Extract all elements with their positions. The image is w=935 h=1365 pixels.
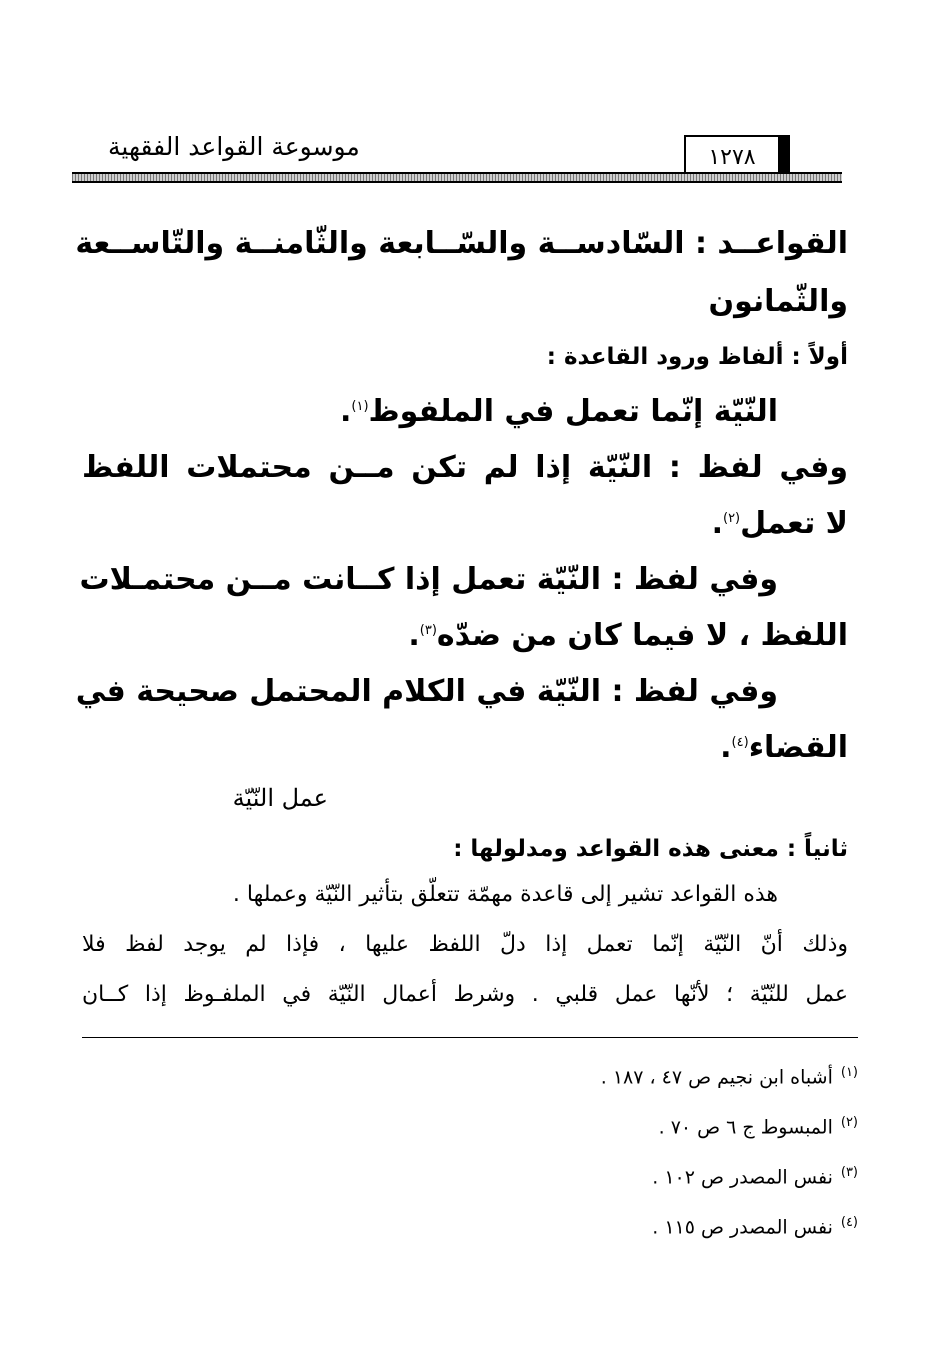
rule-4-text: القضاء bbox=[748, 730, 848, 765]
footnote-number: (٤) bbox=[840, 1215, 858, 1230]
rule-4-line-2: القضاء$^{(٤)}$. bbox=[720, 730, 848, 765]
footnotes bbox=[438, 1058, 858, 1258]
footnote-text: نفس المصدر ص ١١٥ . bbox=[652, 1216, 833, 1239]
footnote-2 bbox=[438, 1108, 858, 1158]
paragraph-line-1: هذه القواعد تشير إلى قاعدة مهمّة تتعلّق بتأثير النّيّة وعملها . bbox=[232, 882, 778, 907]
footnote-separator bbox=[82, 1037, 858, 1038]
rule-2-line-1: وفي لفظ : النّيّة إذا لم تكن مــن محتملات اللفظ bbox=[82, 450, 848, 485]
footnote-3 bbox=[438, 1158, 858, 1208]
footnote-text: أشباه ابن نجيم ص ٤٧ ، ١٨٧ . bbox=[600, 1066, 833, 1089]
heading-line-1: القواعــد : السّادســة والسّــابعة والثّامنــة والتّاســعة bbox=[75, 226, 848, 261]
paragraph-line-3: عمل للنّيّة ؛ لأنّها عمل قلبي . وشرط أعمال النّيّة في الملفـوظ إذا كــان bbox=[82, 982, 848, 1007]
rule-2-line-2: لا تعمل$^{(٢)}$. bbox=[711, 506, 848, 541]
rule-4-line-1: وفي لفظ : النّيّة في الكلام المحتمل صحيحة في bbox=[75, 674, 778, 709]
rule-3-line-2: اللفظ ، لا فيما كان من ضدّه$^{(٣)}$. bbox=[408, 618, 848, 653]
page-header bbox=[72, 128, 842, 186]
footnote-1 bbox=[438, 1058, 858, 1108]
rule-3-text: اللفظ ، لا فيما كان من ضدّه bbox=[436, 618, 848, 653]
page-number: ١٢٧٨ bbox=[684, 135, 780, 179]
header-rule bbox=[72, 172, 842, 183]
footnote-number: (٢) bbox=[840, 1115, 858, 1130]
book-title: موسوعة القواعد الفقهية bbox=[108, 132, 360, 161]
footnote-text: نفس المصدر ص ١٠٢ . bbox=[652, 1166, 833, 1189]
footnote-ref-4: (٤) bbox=[731, 735, 749, 750]
footnote-number: (٣) bbox=[840, 1165, 858, 1180]
footnote-number: (١) bbox=[840, 1065, 858, 1080]
section-2-title: ثانياً : معنى هذه القواعد ومدلولها : bbox=[453, 836, 848, 862]
side-label: عمل النّيّة bbox=[232, 784, 328, 812]
rule-2-text: لا تعمل bbox=[740, 506, 848, 541]
footnote-ref-2: (٢) bbox=[722, 511, 741, 526]
footnote-ref-1: (١) bbox=[351, 399, 369, 414]
rule-1-text: النّيّة إنّما تعمل في الملفوظ bbox=[368, 394, 778, 429]
section-1-title: أولاً : ألفاظ ورود القاعدة : bbox=[546, 344, 848, 370]
footnote-text: المبسوط ج ٦ ص ٧٠ . bbox=[658, 1116, 833, 1139]
rule-1: النّيّة إنّما تعمل في الملفوظ$^{(١)}$. bbox=[339, 394, 778, 429]
paragraph-line-2: وذلك أنّ النّيّة إنّما تعمل إذا دلّ اللفظ عليها ، فإذا لم يوجد لفظ فلا bbox=[82, 932, 848, 957]
footnote-ref-3: (٣) bbox=[419, 623, 437, 638]
rule-3-line-1: وفي لفظ : النّيّة تعمل إذا كــانت مــن محتمـلات bbox=[79, 562, 778, 597]
footnote-4 bbox=[438, 1208, 858, 1258]
heading-line-2: والثّمانون bbox=[708, 284, 848, 319]
